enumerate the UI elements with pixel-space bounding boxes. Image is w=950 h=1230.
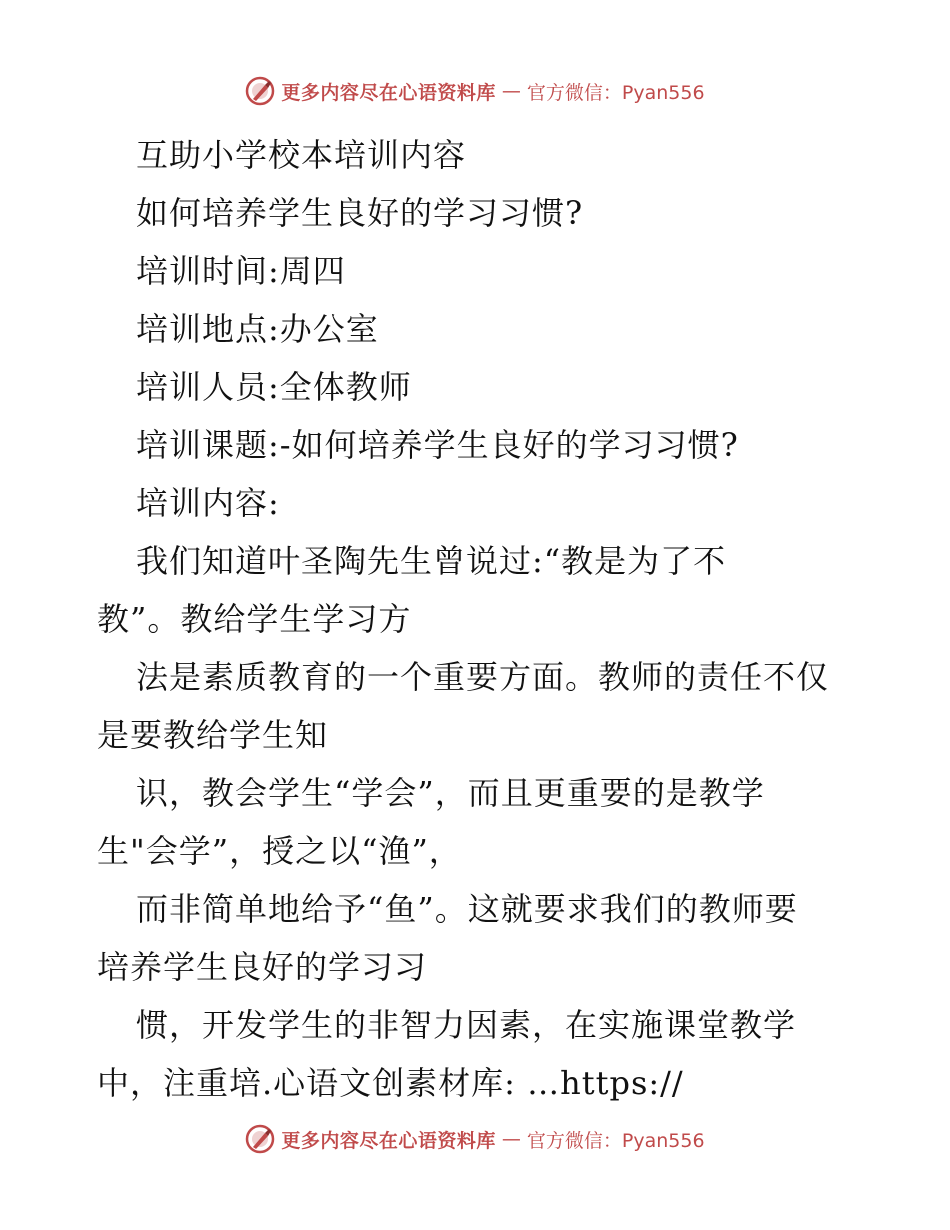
document-line: 互助小学校本培训内容: [136, 136, 467, 174]
document-body: [97, 126, 857, 1112]
header-banner: [0, 74, 950, 108]
header-contact-text: 官方微信：Pyan556: [526, 81, 705, 104]
document-line: 生"会学”，授之以“渔”，: [97, 832, 462, 870]
footer-banner: [0, 1122, 950, 1156]
document-line: 是要教给学生知: [97, 716, 329, 754]
document-line: 中，注重培.心语文创素材库: …https://: [97, 1064, 684, 1102]
footer-separator: —: [501, 1128, 521, 1150]
document-line: 惯，开发学生的非智力因素，在实施课堂教学: [136, 1006, 797, 1044]
document-line: 而非简单地给予“鱼”。这就要求我们的教师要: [136, 890, 798, 928]
quill-pen-logo-icon: [245, 1124, 275, 1154]
document-line: 如何培养学生良好的学习习惯?: [136, 194, 584, 232]
document-line: 法是素质教育的一个重要方面。教师的责任不仅: [136, 658, 830, 696]
footer-brand-text: 更多内容尽在心语资料库: [281, 1129, 496, 1152]
document-line: 培养学生良好的学习习: [97, 948, 428, 986]
document-line: 我们知道叶圣陶先生曾说过:“教是为了不: [136, 542, 727, 580]
document-line: 教”。教给学生学习方: [97, 600, 412, 638]
footer-contact-text: 官方微信：Pyan556: [526, 1129, 705, 1152]
document-line: 识，教会学生“学会”，而且更重要的是教学: [136, 774, 765, 812]
document-line: 培训地点:办公室: [136, 310, 379, 348]
document-line: 培训内容:: [136, 484, 280, 522]
quill-pen-logo-icon: [245, 76, 275, 106]
header-brand-text: 更多内容尽在心语资料库: [281, 81, 496, 104]
header-separator: —: [501, 80, 521, 102]
document-line: 培训人员:全体教师: [136, 368, 412, 406]
document-line: 培训课题:-如何培养学生良好的学习习惯?: [136, 426, 739, 464]
document-line: 培训时间:周四: [136, 252, 346, 290]
